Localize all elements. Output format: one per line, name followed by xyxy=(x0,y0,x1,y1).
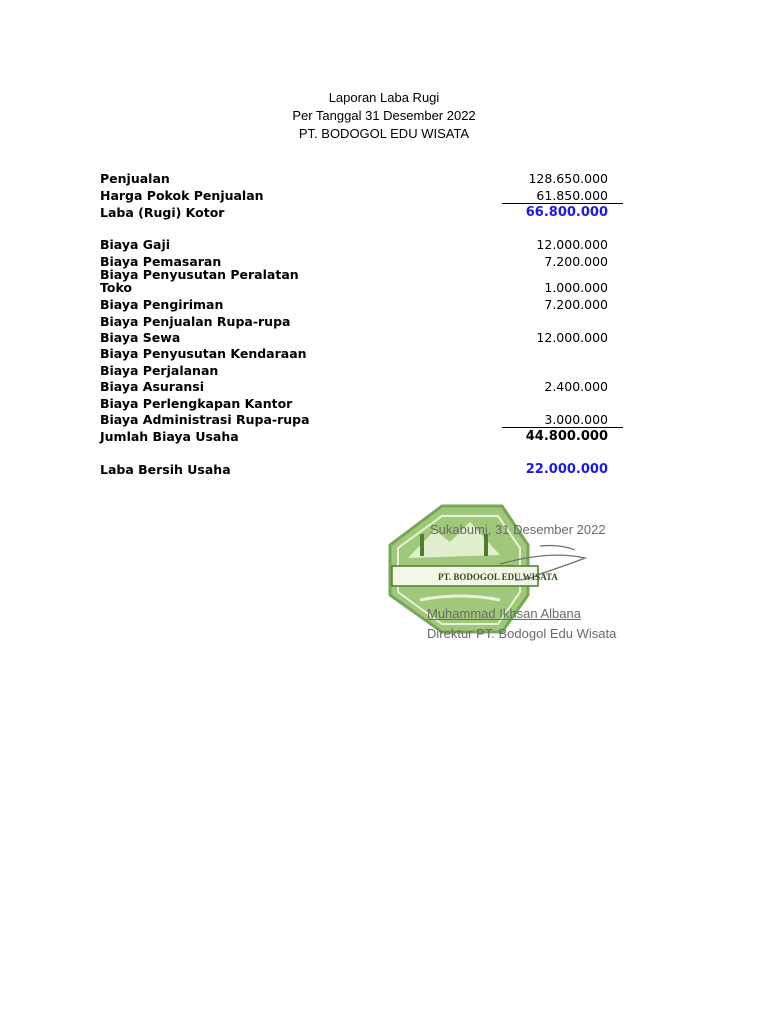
cogs-label: Harga Pokok Penjualan xyxy=(100,188,264,203)
expense-row xyxy=(100,297,623,313)
expense-row xyxy=(100,314,623,330)
expense-label: Biaya Penyusutan Kendaraan xyxy=(100,346,307,361)
expense-label: Biaya Sewa xyxy=(100,330,181,345)
expense-row xyxy=(100,412,623,428)
expense-row xyxy=(100,237,623,253)
expense-label: Biaya Pemasaran xyxy=(100,254,222,269)
expense-value: 1.000.000 xyxy=(544,280,608,295)
expense-value: 12.000.000 xyxy=(536,237,608,252)
net-profit-value: 22.000.000 xyxy=(525,462,608,477)
expense-value: 12.000.000 xyxy=(536,330,608,345)
sales-label: Penjualan xyxy=(100,171,170,186)
expense-label: Biaya Perjalanan xyxy=(100,363,219,378)
expense-value: 2.400.000 xyxy=(544,379,608,394)
expense-label-line2: Toko xyxy=(100,280,133,295)
expense-label: Biaya Perlengkapan Kantor xyxy=(100,396,293,411)
report-title: Laporan Laba Rugi xyxy=(328,90,440,105)
expense-label-line1: Biaya Penyusutan Peralatan xyxy=(100,267,299,282)
signatory-position: Direktur PT. Bodogol Edu Wisata xyxy=(427,626,617,641)
cogs-row xyxy=(100,188,623,204)
expense-row xyxy=(100,363,623,379)
sales-row xyxy=(100,171,623,187)
gross-profit-value: 66.800.000 xyxy=(525,205,608,220)
gross-profit-label: Laba (Rugi) Kotor xyxy=(100,205,225,220)
net-profit-row xyxy=(100,462,623,478)
expense-row xyxy=(100,330,623,346)
expense-label: Biaya Asuransi xyxy=(100,379,205,394)
total-expenses-row xyxy=(100,429,623,445)
subtotal-rule xyxy=(502,203,623,204)
expense-value: 3.000.000 xyxy=(544,412,608,427)
expense-label: Biaya Pengiriman xyxy=(100,297,224,312)
expense-row xyxy=(100,396,623,412)
total-expenses-value: 44.800.000 xyxy=(525,429,608,444)
expense-row xyxy=(100,268,623,296)
net-profit-label: Laba Bersih Usaha xyxy=(100,462,231,477)
gross-profit-row xyxy=(100,205,623,221)
expense-label: Biaya Administrasi Rupa-rupa xyxy=(100,412,310,427)
company-name: PT. BODOGOL EDU WISATA xyxy=(298,126,470,141)
signature-block xyxy=(380,500,640,650)
signature-place-date: Sukabumi, 31 Desember 2022 xyxy=(430,522,606,537)
expense-row xyxy=(100,346,623,362)
expense-value: 7.200.000 xyxy=(544,254,608,269)
expense-label: Biaya Gaji xyxy=(100,237,171,252)
expense-value: 7.200.000 xyxy=(544,297,608,312)
sales-value: 128.650.000 xyxy=(528,171,608,186)
report-date: Per Tanggal 31 Desember 2022 xyxy=(292,108,476,123)
total-expenses-label: Jumlah Biaya Usaha xyxy=(100,429,239,444)
signatory-name: Muhammad Ikhsan Albana xyxy=(427,606,581,621)
stamp-text: PT. BODOGOL EDU WISATA xyxy=(438,572,558,582)
expense-label: Biaya Penjualan Rupa-rupa xyxy=(100,314,291,329)
expenses-total-rule xyxy=(502,427,623,428)
expense-label xyxy=(100,268,299,294)
expense-row xyxy=(100,379,623,395)
report-heading xyxy=(0,89,768,143)
cogs-value: 61.850.000 xyxy=(536,188,608,203)
